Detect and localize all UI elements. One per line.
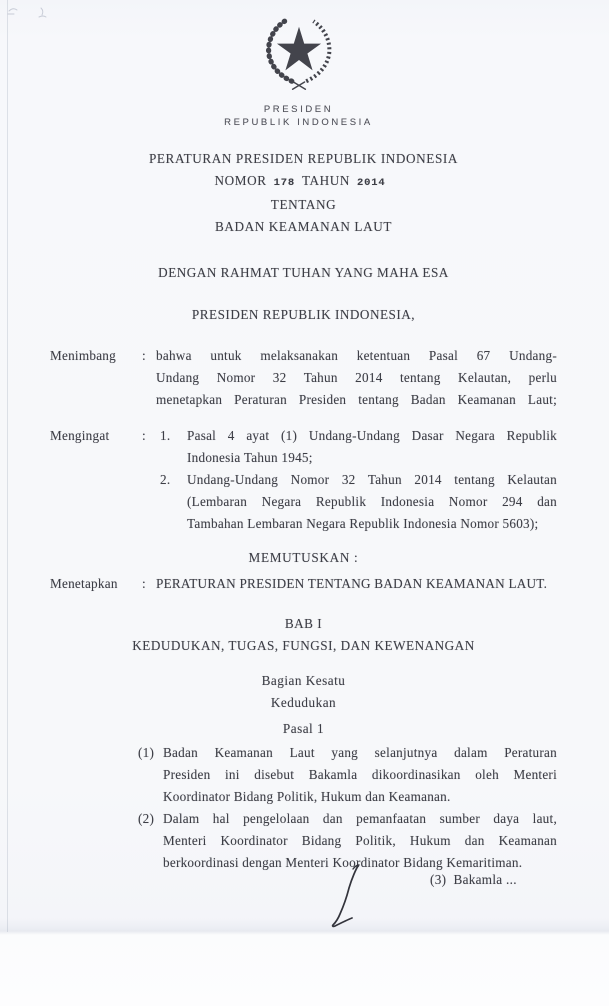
letterhead	[0, 103, 597, 129]
menimbang-clause	[50, 345, 557, 411]
menetapkan-text: PERATURAN PRESIDEN TENTANG BADAN KEAMANAN LAUT.	[156, 575, 548, 591]
tahun-value: 2014	[357, 176, 386, 189]
ayat-text: Dalam hal pengelolaan dan pemanfaatan sumber daya laut, Menteri Koordinator Bidang Politik, Hukum dan Keamanan berkoordinasi dengan Menteri Koordinator Bidang Kemaritiman.	[163, 810, 557, 870]
mengingat-item-1	[160, 425, 557, 469]
nomor-label: NOMOR	[214, 173, 267, 188]
presidential-seal-icon	[259, 13, 339, 95]
nomor-value: 178	[273, 176, 295, 189]
bab1-heading: BAB I	[284, 615, 323, 631]
ayat-1	[138, 742, 557, 808]
kedudukan-heading: Kedudukan	[270, 694, 337, 710]
menetapkan-label: Menetapkan	[50, 575, 118, 591]
title-nomor-line	[50, 170, 557, 194]
document-body	[50, 148, 557, 874]
title-line-1: PERATURAN PRESIDEN REPUBLIK INDONESIA	[148, 151, 459, 166]
star-glyph	[277, 27, 321, 71]
menimbang-label: Menimbang	[50, 347, 116, 363]
title-subject: BADAN KEAMANAN LAUT	[215, 218, 392, 234]
letterhead-republik-indonesia: REPUBLIK INDONESIA	[224, 117, 373, 128]
menetapkan-colon: :	[142, 575, 146, 591]
invocation-line: DENGAN RAHMAT TUHAN YANG MAHA ESA	[158, 264, 449, 280]
item-text: Undang-Undang Nomor 32 Tahun 2014 tentang Kelautan (Lembaran Negara Republik Indonesia Nomor 294 dan Tambahan Lembaran Negara Republik Indonesia Nomor 5603);	[187, 471, 557, 531]
ayat-text: Badan Keamanan Laut yang selanjutnya dalam Peraturan Presiden ini disebut Bakamla dikoordinasikan oleh Menteri Koordinator Bidang Politik, Hukum dan Keamanan.	[163, 744, 557, 804]
ayat-number: (1)	[138, 744, 155, 760]
menetapkan-clause	[50, 573, 557, 595]
mengingat-list	[156, 425, 557, 535]
mengingat-item-2	[160, 469, 557, 535]
bagian-kesatu-heading: Bagian Kesatu	[261, 672, 346, 688]
corner-annotation-mark	[5, 3, 65, 25]
item-text: Pasal 4 ayat (1) Undang-Undang Dasar Negara Republik Indonesia Tahun 1945;	[187, 427, 557, 465]
menimbang-text: bahwa untuk melaksanakan ketentuan Pasal 67 Undang- Undang Nomor 32 Tahun 2014 tentang Kelautan, perlu menetapkan Peraturan Presiden tentang Badan Keamanan Laut;	[156, 347, 557, 407]
handwritten-initial	[320, 856, 370, 936]
ayat-number: (2)	[138, 810, 155, 826]
menimbang-colon: :	[142, 347, 146, 363]
bab1-subheading: KEDUDUKAN, TUGAS, FUNGSI, DAN KEWENANGAN	[132, 637, 475, 653]
catchword: (3) Bakamla ...	[430, 872, 517, 887]
regulation-title	[50, 148, 557, 238]
authority-line: PRESIDEN REPUBLIK INDONESIA,	[191, 306, 416, 322]
pasal1-heading: Pasal 1	[282, 720, 325, 736]
mengingat-label: Mengingat	[50, 427, 110, 443]
tahun-label: TAHUN	[301, 173, 351, 188]
memutuskan-heading: MEMUTUSKAN :	[248, 549, 359, 565]
item-number: 1.	[160, 427, 171, 443]
letterhead-presiden: PRESIDEN	[263, 104, 334, 115]
pasal1-body	[138, 742, 557, 874]
title-tentang: TENTANG	[270, 196, 337, 212]
item-number: 2.	[160, 471, 171, 487]
mengingat-clause	[50, 425, 557, 535]
mengingat-colon: :	[142, 427, 146, 443]
